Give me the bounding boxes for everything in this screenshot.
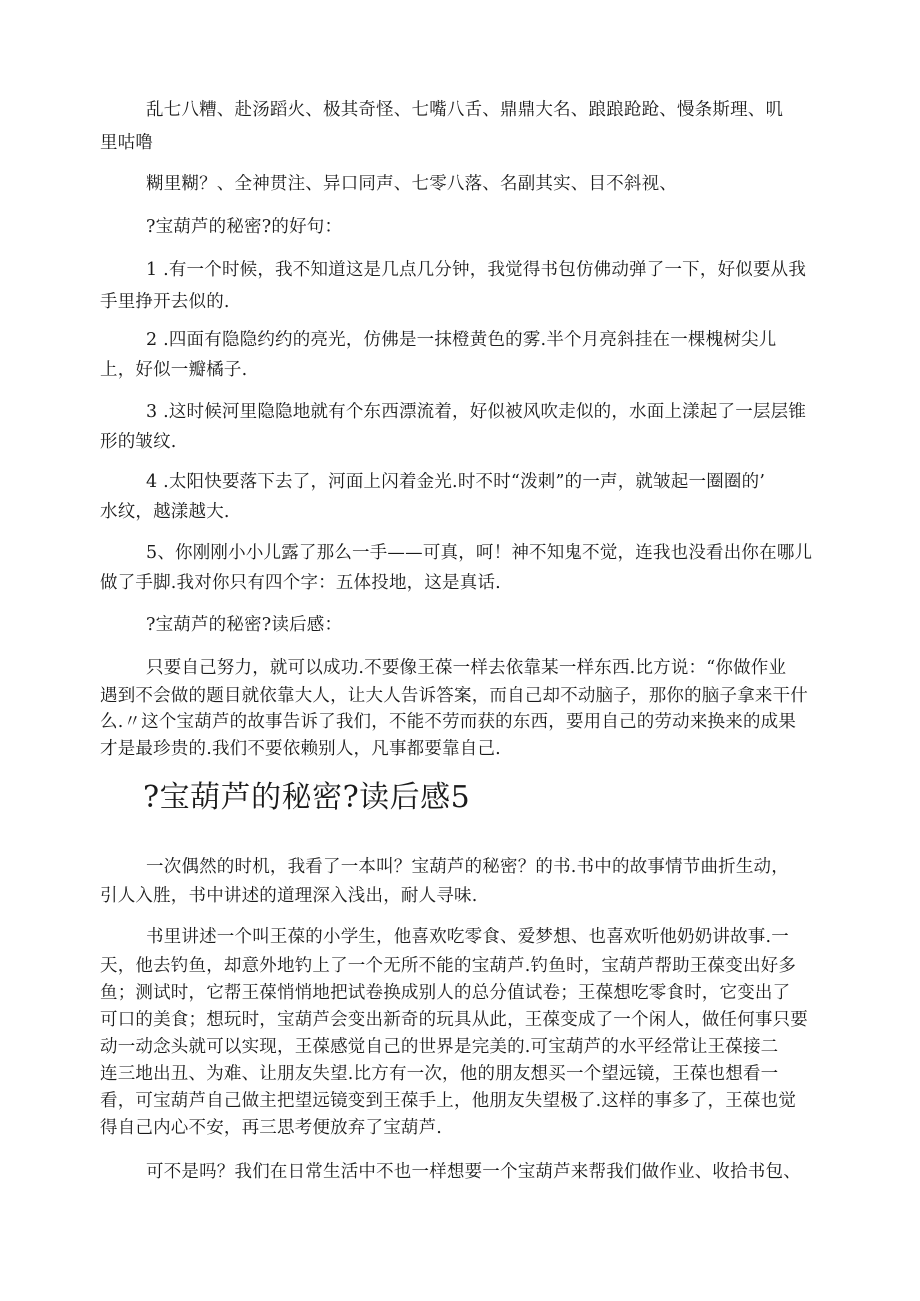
- essay-p2-line-2: 天，他去钓鱼，却意外地钓上了一个无所不能的宝葫芦.钓鱼时，宝葫芦帮助王葆变出好多: [100, 956, 797, 976]
- essay-p2-line-3: 鱼；测试时，它帮王葆悄悄地把试卷换成别人的总分值试卷；王葆想吃零食时，它变出了: [100, 983, 791, 1003]
- idioms-line-1: 乱七八糟、赴汤蹈火、极其奇怪、七嘴八舌、鼎鼎大名、踉踉跄跄、慢条斯理、叽: [146, 100, 784, 120]
- review-line-3: 么.〃这个宝葫芦的故事告诉了我们，不能不劳而获的东西，要用自己的劳动来换来的成果: [100, 712, 797, 732]
- essay-p2-line-4: 可口的美食；想玩时，宝葫芦会变出新奇的玩具从此，王葆变成了一个闲人，做任何事只要: [100, 1010, 808, 1030]
- idioms-line-3: 糊里糊？、全神贯注、异口同声、七零八落、名副其实、目不斜视、: [146, 174, 677, 194]
- section-heading: ?宝葫芦的秘密?读后感5: [143, 780, 471, 815]
- sentence-3-line-2: 形的皱纹.: [100, 432, 177, 452]
- review-line-2: 遇到不会做的题目就依靠大人，让大人告诉答案，而自己却不动脑子，那你的脑子拿来干什: [100, 686, 808, 706]
- sentence-1-line-2: 手里挣开去似的.: [100, 292, 230, 312]
- sentence-5-line-1: 5、你刚刚小小儿露了那么一手——可真，呵！神不知鬼不觉，连我也没看出你在哪儿: [146, 543, 813, 563]
- review-line-1: 只要自己努力，就可以成功.不要像王葆一样去依靠某一样东西.比方说：“你做作业: [146, 658, 787, 678]
- essay-p2-line-7: 看，可宝葫芦自己做主把望远镜变到王葆手上，他朋友失望极了.这样的事多了，王葆也觉: [100, 1091, 797, 1111]
- sentence-2-line-2: 上，好似一瓣橘子.: [100, 360, 248, 380]
- sentence-5-line-2: 做了手脚.我对你只有四个字：五体投地，这是真话.: [100, 573, 501, 593]
- essay-p3-line-1: 可不是吗？我们在日常生活中不也一样想要一个宝葫芦来帮我们做作业、收拾书包、: [146, 1162, 801, 1182]
- idioms-line-2: 里咕噜: [100, 133, 154, 153]
- essay-p1-line-1: 一次偶然的时机，我看了一本叫？宝葫芦的秘密？的书.书中的故事情节曲折生动，: [146, 857, 789, 877]
- essay-p1-line-2: 引人入胜，书中讲述的道理深入浅出，耐人寻味.: [100, 886, 478, 906]
- good-sentences-label: ?宝葫芦的秘密?的好句：: [146, 217, 343, 237]
- sentence-4-line-1: 4 .太阳快要落下去了，河面上闪着金光.时不时“泼刺”的一声，就皱起一圈圈的’: [146, 472, 766, 492]
- sentence-1-line-1: 1 .有一个时候，我不知道这是几点几分钟，我觉得书包仿佛动弹了一下，好似要从我: [146, 260, 807, 280]
- sentence-3-line-1: 3 .这时候河里隐隐地就有个东西漂流着，好似被风吹走似的，水面上漾起了一层层锥: [146, 402, 807, 422]
- sentence-2-line-1: 2 .四面有隐隐约约的亮光，仿佛是一抹橙黄色的雾.半个月亮斜挂在一棵槐树尖儿: [146, 330, 777, 350]
- sentence-4-line-2: 水纹，越漾越大.: [100, 502, 230, 522]
- essay-p2-line-8: 得自己内心不安，再三思考便放弃了宝葫芦.: [100, 1118, 443, 1138]
- essay-p2-line-1: 书里讲述一个叫王葆的小学生，他喜欢吃零食、爱梦想、也喜欢听他奶奶讲故事.一: [146, 927, 789, 947]
- essay-p2-line-6: 连三地出丑、为难、让朋友失望.比方有一次，他的朋友想买一个望远镜，王葆也想看一: [100, 1064, 779, 1084]
- review-label: ?宝葫芦的秘密?读后感：: [146, 615, 343, 635]
- essay-p2-line-5: 动一动念头就可以实现，王葆感觉自己的世界是完美的.可宝葫芦的水平经常让王葆接二: [100, 1037, 779, 1057]
- review-line-4: 才是最珍贵的.我们不要依赖别人，凡事都要靠自己.: [100, 739, 501, 759]
